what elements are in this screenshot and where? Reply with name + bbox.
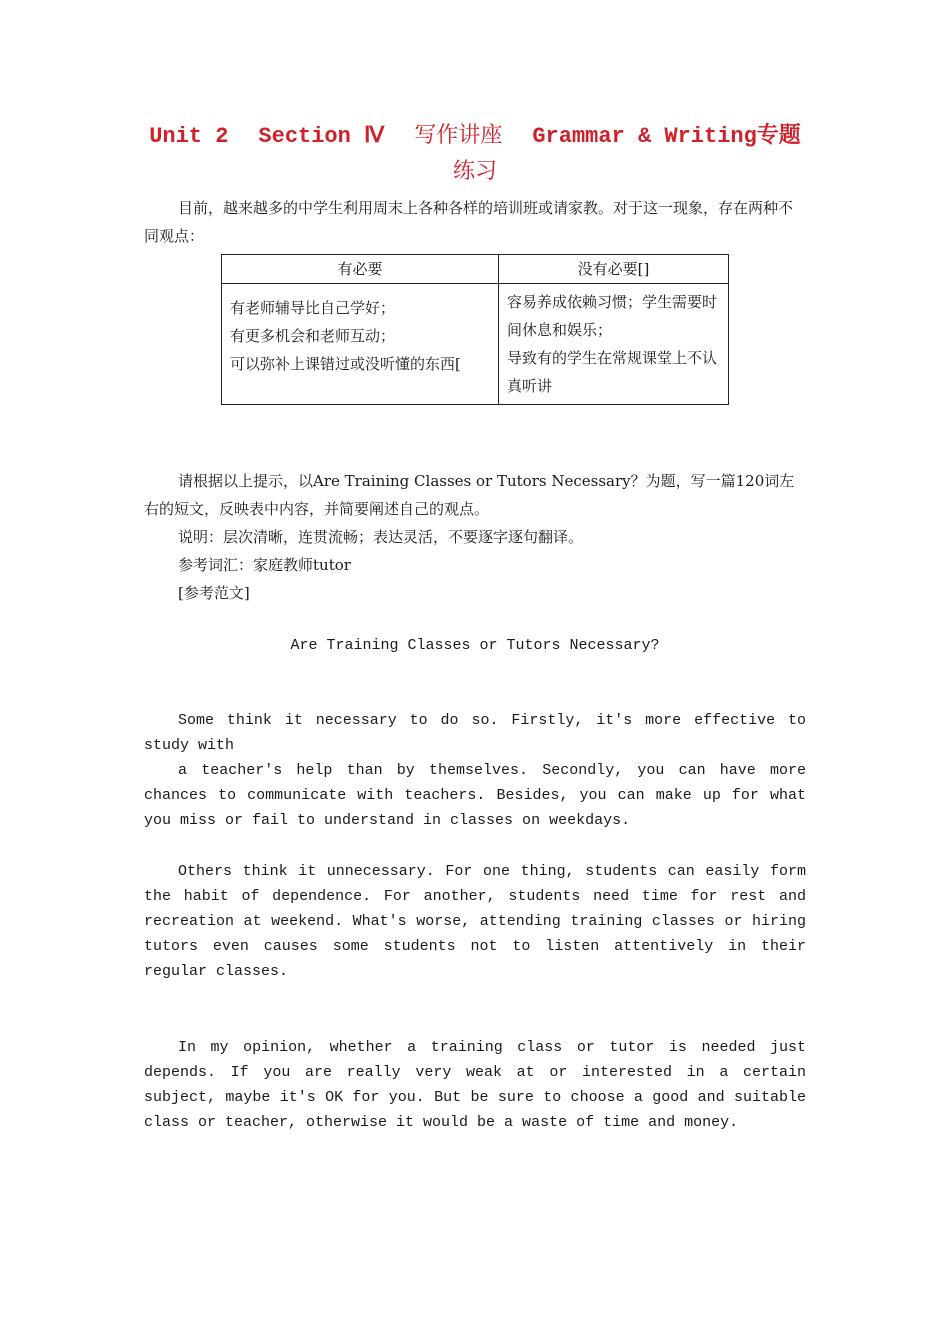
necessary-item: 可以弥补上课错过或没听懂的东西[: [230, 355, 461, 373]
essay-paragraph-3: In my opinion, whether a training class or tutor is needed just depends. If you are really very weak at or interested in a certain subject, maybe it's OK for you. But be sure to choose a good and suitable class or teacher, otherwise it would be a waste of time and money.: [144, 1039, 806, 1131]
opinion-table: [221, 254, 729, 405]
title-unit: Unit 2: [149, 124, 229, 149]
vocab-line: 参考词汇：家庭教师tutor: [178, 556, 351, 574]
sample-label: [参考范文]: [178, 584, 250, 602]
note-line: 说明：层次清晰，连贯流畅；表达灵活，不要逐字逐句翻译。: [178, 528, 584, 546]
essay-title: Are Training Classes or Tutors Necessary?: [290, 637, 660, 654]
necessary-cell: [222, 284, 499, 405]
title-section: Section Ⅳ: [258, 124, 385, 149]
unnecessary-item: 容易养成依赖习惯；学生需要时间休息和娱乐；: [507, 293, 718, 339]
necessary-item: 有老师辅导比自己学好；: [230, 299, 396, 317]
intro-paragraph: 目前，越来越多的中学生利用周末上各种各样的培训班或请家教。对于这一现象，存在两种不同观点：: [144, 199, 794, 245]
header-necessary: 有必要: [222, 255, 499, 284]
document-title-line1: [144, 118, 806, 155]
essay-paragraph-1-first-line: Some think it necessary to do so. Firstly, it's more effective to study with: [144, 712, 806, 754]
document-title-line2: 练习: [452, 159, 497, 184]
unnecessary-item: 导致有的学生在常规课堂上不认真听讲: [507, 349, 718, 395]
necessary-item: 有更多机会和老师互动；: [230, 327, 396, 345]
unnecessary-cell: [499, 284, 729, 405]
essay-paragraph-1: a teacher's help than by themselves. Secondly, you can have more chances to communicate with teachers. Besides, you can make up for what you miss or fail to understand in classes on weekdays.: [144, 762, 806, 829]
title-topic: 写作讲座: [414, 123, 503, 148]
task-instructions: 请根据以上提示，以Are Training Classes or Tutors Necessary？为题，写一篇120词左右的短文，反映表中内容，并简要阐述自己的观点。: [144, 472, 795, 518]
title-grammar-writing: Grammar & Writing专题: [532, 124, 801, 149]
header-unnecessary: 没有必要[]: [499, 255, 729, 284]
essay-paragraph-2: Others think it unnecessary. For one thing, students can easily form the habit of dependence. For another, students need time for rest and recreation at weekend. What's worse, attending training classes or hiring tutors even causes some students not to listen attentively in their regular classes.: [144, 863, 806, 980]
